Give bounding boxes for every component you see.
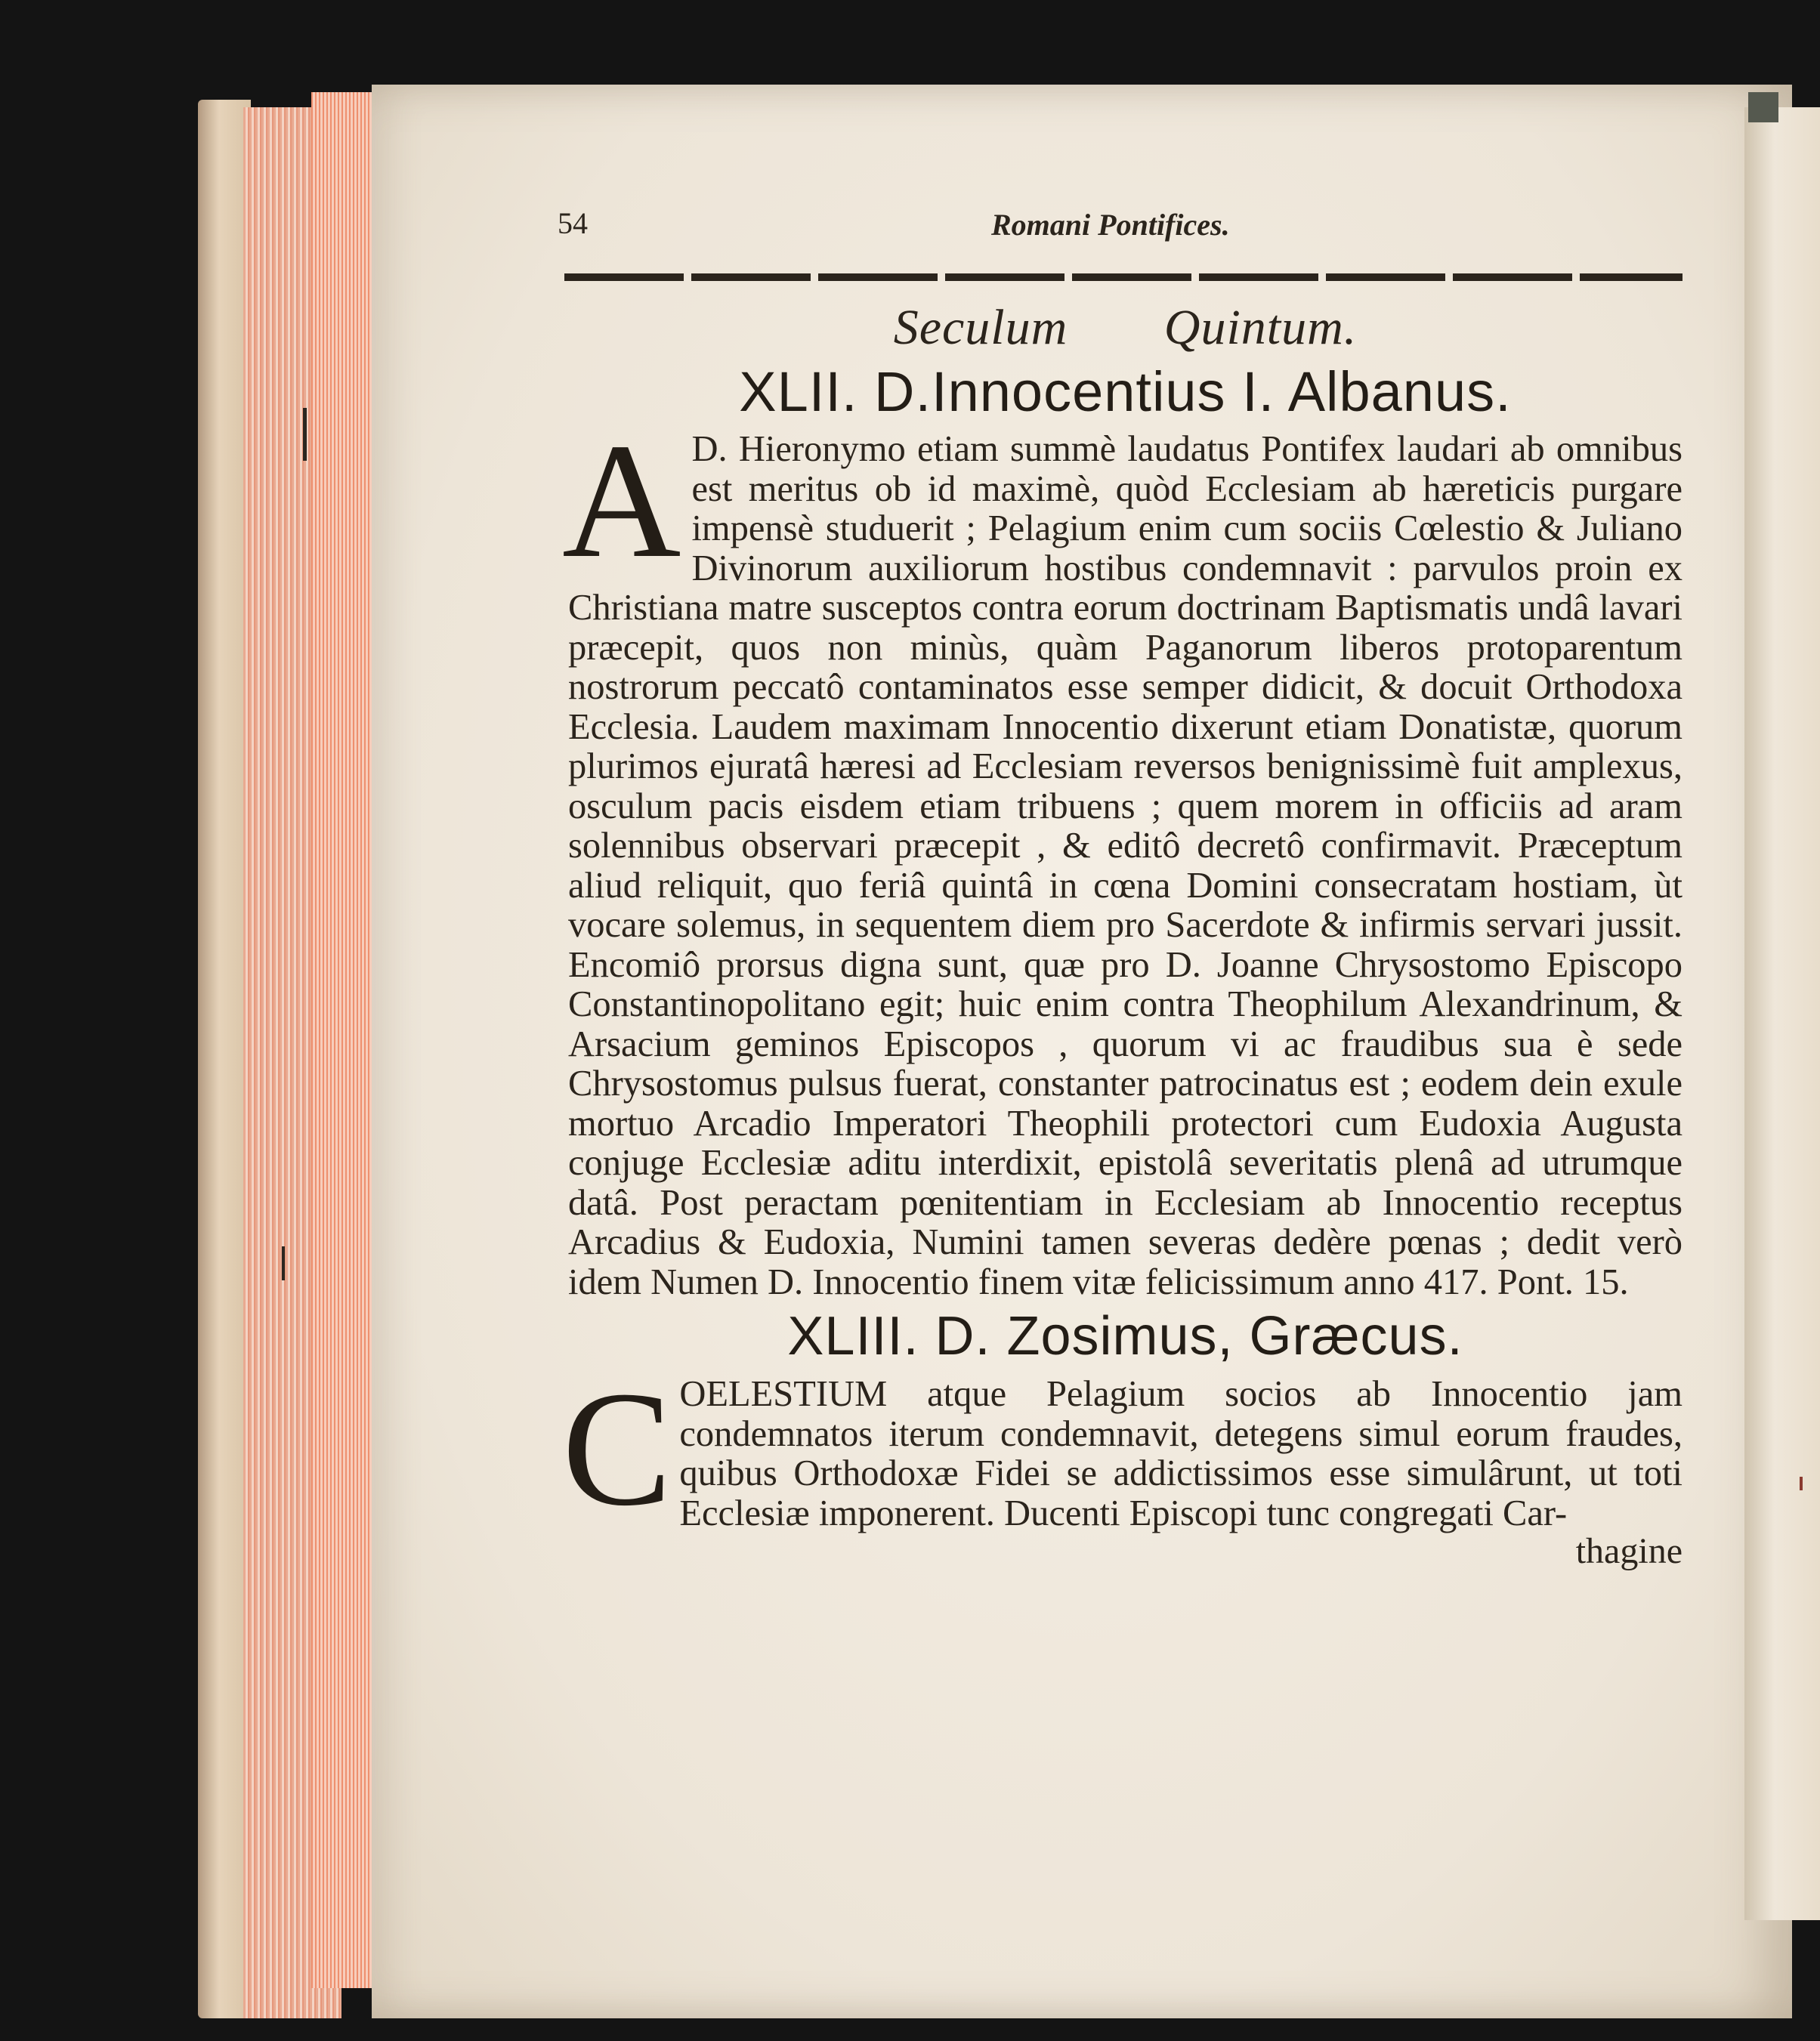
entry-text: D. Hieronymo etiam summè laudatus Pontifex laudari ab omnibus est meritus ob id maximè, quòd Ecclesiam ab hæreticis purgare impensè studuerit ; Pelagium enim cum sociis Cœlestio & Juliano Divinorum auxiliorum hostibus condemnavit : parvulos proin ex Christiana matre susceptos contra eorum doctrinam Baptismatis undâ lavari præcepit, quos non minùs, quàm Paganorum liberos protoparentum nostrorum peccatô contaminatos esse semper didicit, & docuit Orthodoxa Ecclesia. Laudem maximam Innocentio dixerunt etiam Donatistæ, quorum plurimos ejuratâ hæresi ad Ecclesiam reversos benignissimè fuit amplexus, osculum pacis eisdem etiam tribuens ; quem morem in officiis ad aram solennibus observari præcepit , & editô decretô confirmavit. Præceptum aliud reliquit, quo feriâ quintâ in cœna Domini consecratam hostiam, ùt vocare solemus, in sequentem diem pro Sacerdote & infirmis servari jussit. Encomiô prorsus digna sunt, quæ pro D. Joanne Chrysostomo Episcopo Constantinopolitano egit; huic enim contra Theophilum Alexandrinum, & Arsacium geminos Episcopos , quorum vi ac fraudibus sua è sede Chrysostomus pulsus fuerat, constanter patrocinatus est ; eodem dein exule mortuo Arcadio Imperatori Theophili protectori cum Eudoxia Augusta conjuge Ecclesiæ aditu interdixit, epistolâ severitatis plenâ ad utrumque datâ. Post peractam pœnitentiam in Ecclesiam ab Innocentio receptus Arcadius & Eudoxia, Numini tamen severas dedère pœnas ; dedit verò idem Numen D. Innocentio finem vitæ felicissimum anno 417. Pont. 15.	[568, 429, 1682, 1302]
header-rule	[564, 273, 1682, 281]
drop-cap: C	[562, 1358, 672, 1540]
margin-mark	[282, 1246, 285, 1280]
running-title: Romani Pontifices.	[991, 208, 1230, 242]
drop-cap: A	[562, 410, 681, 592]
entry-heading: XLIII. D. Zosimus, Græcus.	[787, 1306, 1463, 1366]
catchword: thagine	[1575, 1531, 1682, 1571]
margin-mark	[303, 408, 307, 461]
entry-text: OELESTIUM atque Pelagium socios ab Innocentio jam condemnatos iterum condemnavit, detegens simul eorum fraudes, quibus Orthodoxæ Fidei se addictissimos esse simulârunt, ut toti Ecclesiæ imponerent. Ducenti Episcopi tunc congregati Car-	[679, 1374, 1682, 1533]
page-header	[558, 204, 1682, 251]
page-number: 54	[558, 206, 588, 240]
entry-paragraph	[562, 410, 1682, 1302]
page-content	[558, 204, 1682, 1571]
section-title: Seculum Quintum.	[893, 300, 1358, 355]
margin-mark	[1800, 1477, 1803, 1490]
facing-page-edge	[1744, 107, 1820, 1920]
spine-corner	[1748, 92, 1778, 122]
entry-paragraph	[562, 1358, 1682, 1540]
entry-heading: XLII. D.Innocentius I. Albanus.	[739, 360, 1512, 423]
page-stack-inner-edge	[311, 92, 372, 1988]
